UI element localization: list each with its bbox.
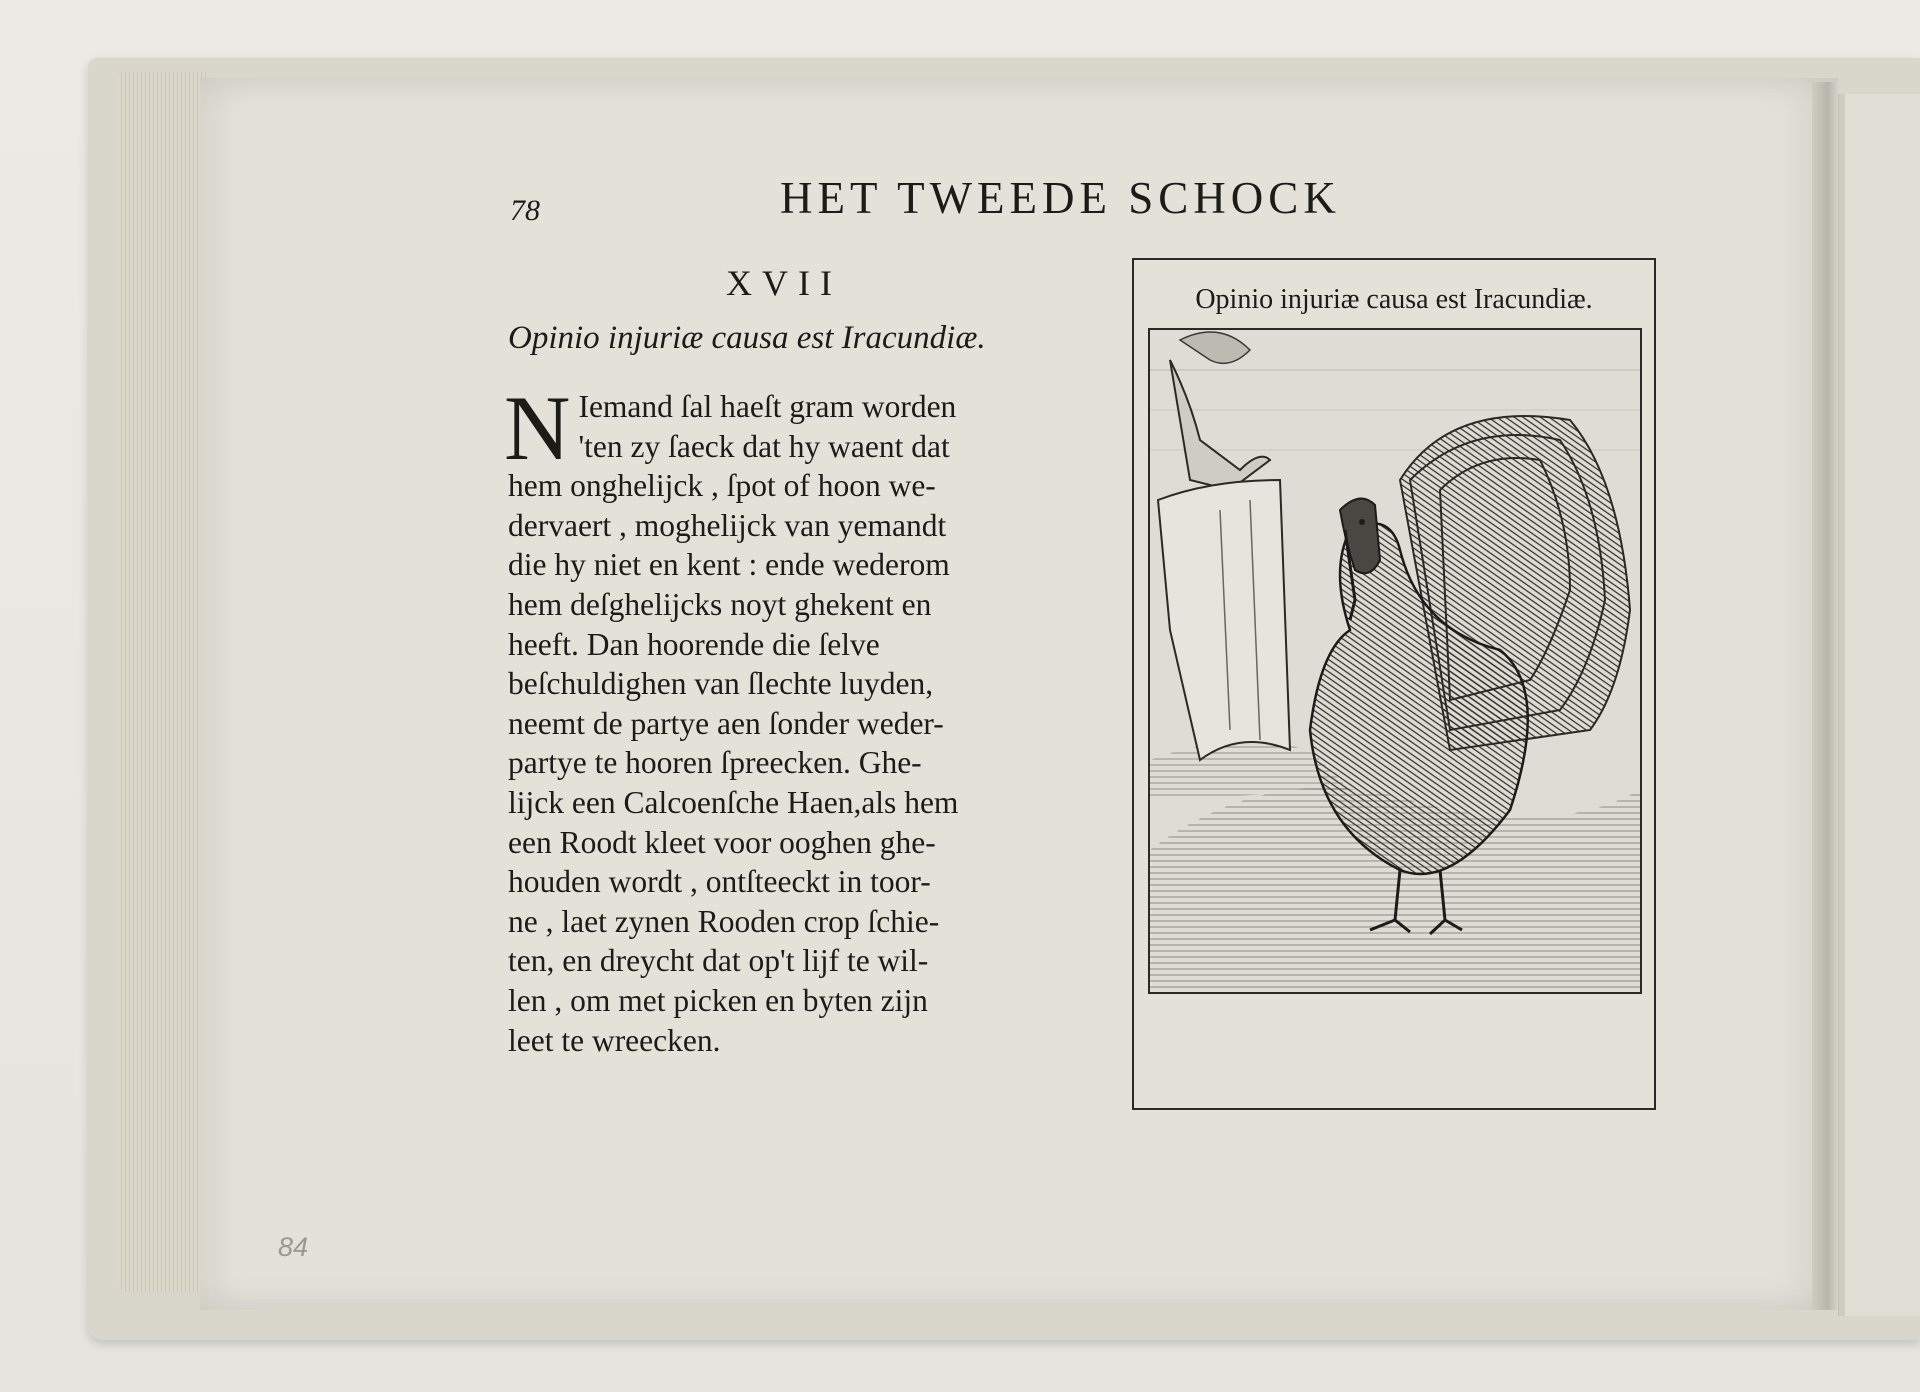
- text-line: lijck een Calcoenſche Haen,als hem: [508, 784, 959, 820]
- text-line: Iemand ſal haeſt gram worden: [578, 389, 957, 424]
- turkey-illustration: [1150, 330, 1640, 992]
- drop-cap: N: [504, 377, 571, 479]
- section-number: XVII: [726, 263, 842, 303]
- text-line: len , om met picken en byten zijn: [508, 982, 928, 1018]
- text-line: een Roodt kleet voor ooghen ghe-: [508, 824, 936, 860]
- text-line: houden wordt , ontſteeckt in toor-: [508, 864, 931, 900]
- body-text: [504, 377, 1038, 1060]
- page-number: 78: [510, 194, 540, 227]
- running-head: [500, 168, 1500, 228]
- text-line: 'ten zy ſaeck dat hy waent dat: [578, 428, 950, 464]
- text-line: partye te hooren ſpreecken. Ghe-: [508, 745, 922, 781]
- pencil-annotation: 84: [278, 1232, 309, 1262]
- turkey-engraving: [1148, 328, 1642, 994]
- text-line: heeft. Dan hoorende die ſelve: [508, 626, 880, 662]
- motto: Opinio injuriæ causa est Iracundiæ.: [508, 320, 986, 356]
- emblem-title: Opinio injuriæ causa est Iracundiæ.: [1195, 284, 1593, 315]
- right-page-edge: [1838, 94, 1920, 1316]
- text-line: ten, en dreycht dat op't lijf te wil-: [508, 943, 929, 979]
- text-line: hem onghelijck , ſpot of hoon we-: [508, 468, 936, 504]
- text-line: neemt de partye aen ſonder weder-: [508, 705, 944, 741]
- text-line: hem deſghelijcks noyt ghekent en: [508, 586, 932, 622]
- text-line: dervaert , moghelijck van yemandt: [508, 507, 947, 543]
- text-line: die hy niet en kent : ende wederom: [508, 547, 950, 583]
- text-line: leet te wreecken.: [508, 1022, 721, 1058]
- page-edges: [118, 72, 208, 1292]
- book-gutter: [1812, 82, 1838, 1310]
- text-block: [504, 262, 1038, 1060]
- book-title: HET TWEEDE SCHOCK: [780, 173, 1341, 223]
- text-line: ne , laet zynen Rooden crop ſchie-: [508, 903, 940, 939]
- emblem-frame: [1132, 258, 1656, 1110]
- text-line: beſchuldighen van ſlechte luyden,: [508, 666, 934, 702]
